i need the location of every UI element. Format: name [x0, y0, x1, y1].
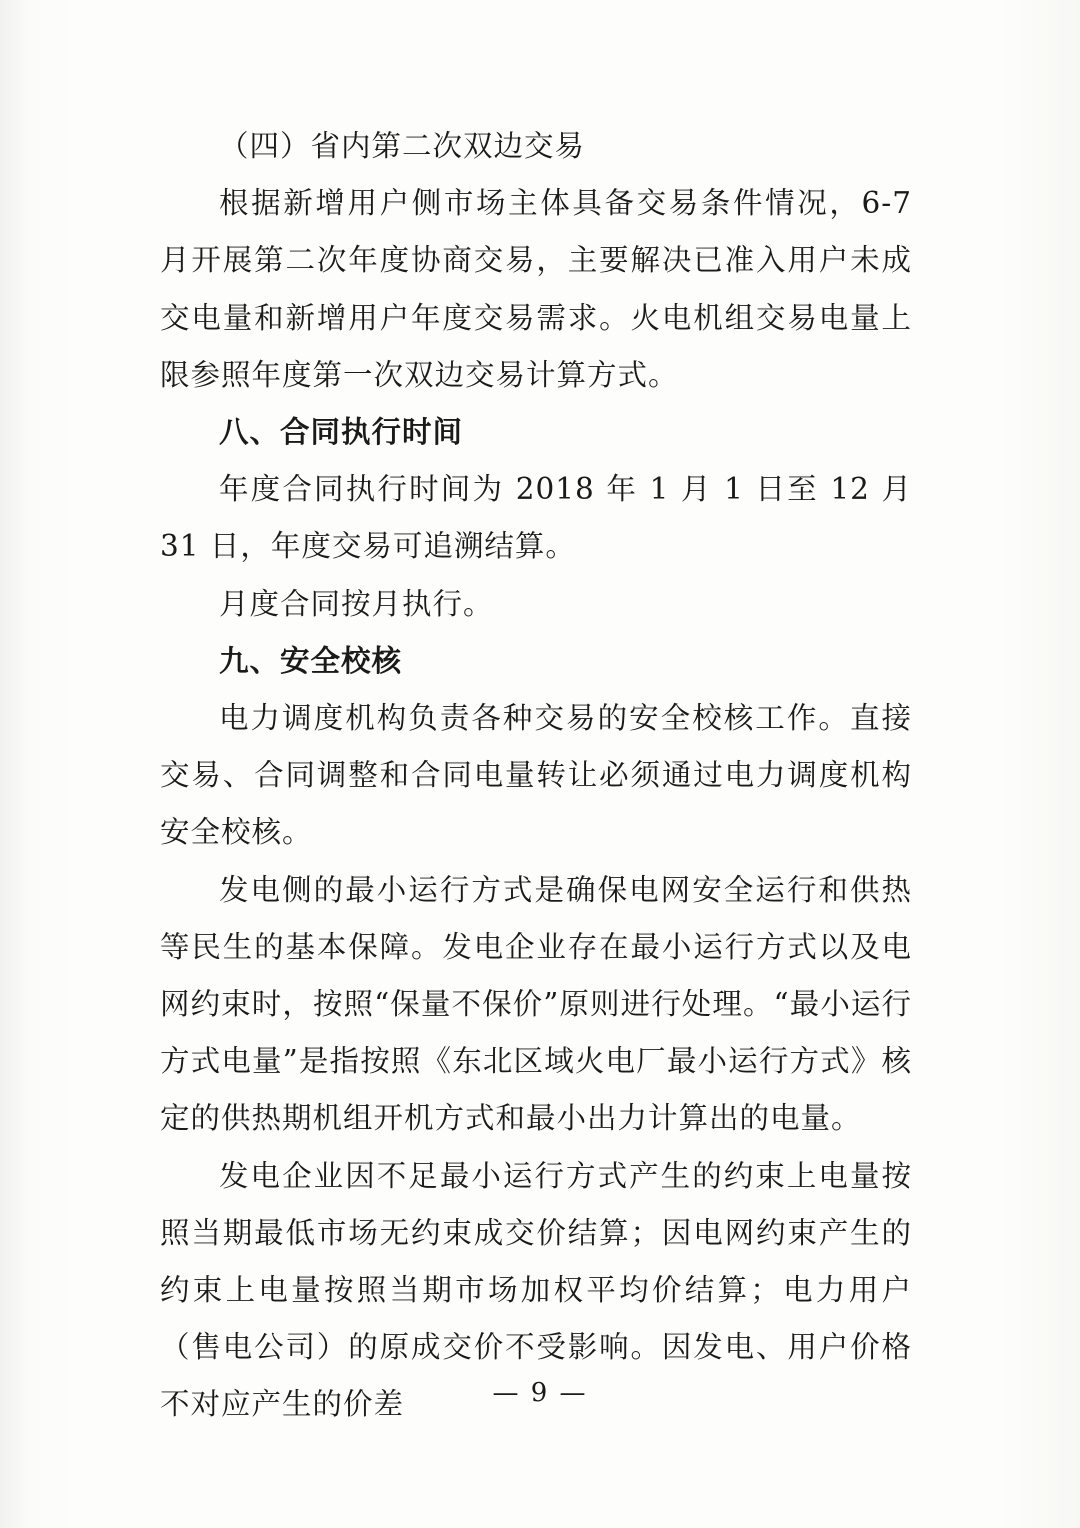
document-body: [160, 118, 912, 1434]
paragraph-second-bilateral-trade: 根据新增用户侧市场主体具备交易条件情况，6-7 月开展第二次年度协商交易，主要解决已准入用户未成交电量和新增用户年度交易需求。火电机组交易电量上限参照年度第一次双边交易计算方式。: [160, 186, 912, 392]
paragraph-monthly-contract: 月度合同按月执行。: [219, 586, 494, 621]
subsection-heading-4: （四）省内第二次双边交易: [219, 129, 586, 163]
section-heading-safety-check: 九、安全校核: [219, 643, 403, 678]
section-heading-contract-execution-time: 八、合同执行时间: [219, 415, 464, 450]
paragraph-annual-contract-time: 年度合同执行时间为 2018 年 1 月 1 日至 12 月 31 日，年度交易可追溯结算。: [160, 472, 912, 564]
paragraph-dispatch-safety-check: 电力调度机构负责各种交易的安全校核工作。直接交易、合同调整和合同电量转让必须通过电力调度机构安全校核。: [160, 701, 912, 850]
paragraph-constraint-settlement: 发电企业因不足最小运行方式产生的约束上电量按照当期最低市场无约束成交价结算；因电网约束产生的约束上电量按照当期市场加权平均价结算；电力用户（售电公司）的原成交价不受影响。因发电、用户价格不对应产生的价差: [160, 1158, 912, 1422]
paragraph-minimum-operation-mode: 发电侧的最小运行方式是确保电网安全运行和供热等民生的基本保障。发电企业存在最小运行方式以及电网约束时，按照“保量不保价”原则进行处理。“最小运行方式电量”是指按照《东北区域火电厂最小运行方式》核定的供热期机组开机方式和最小出力计算出的电量。: [160, 872, 912, 1136]
page-number: — 9 —: [492, 1378, 588, 1408]
